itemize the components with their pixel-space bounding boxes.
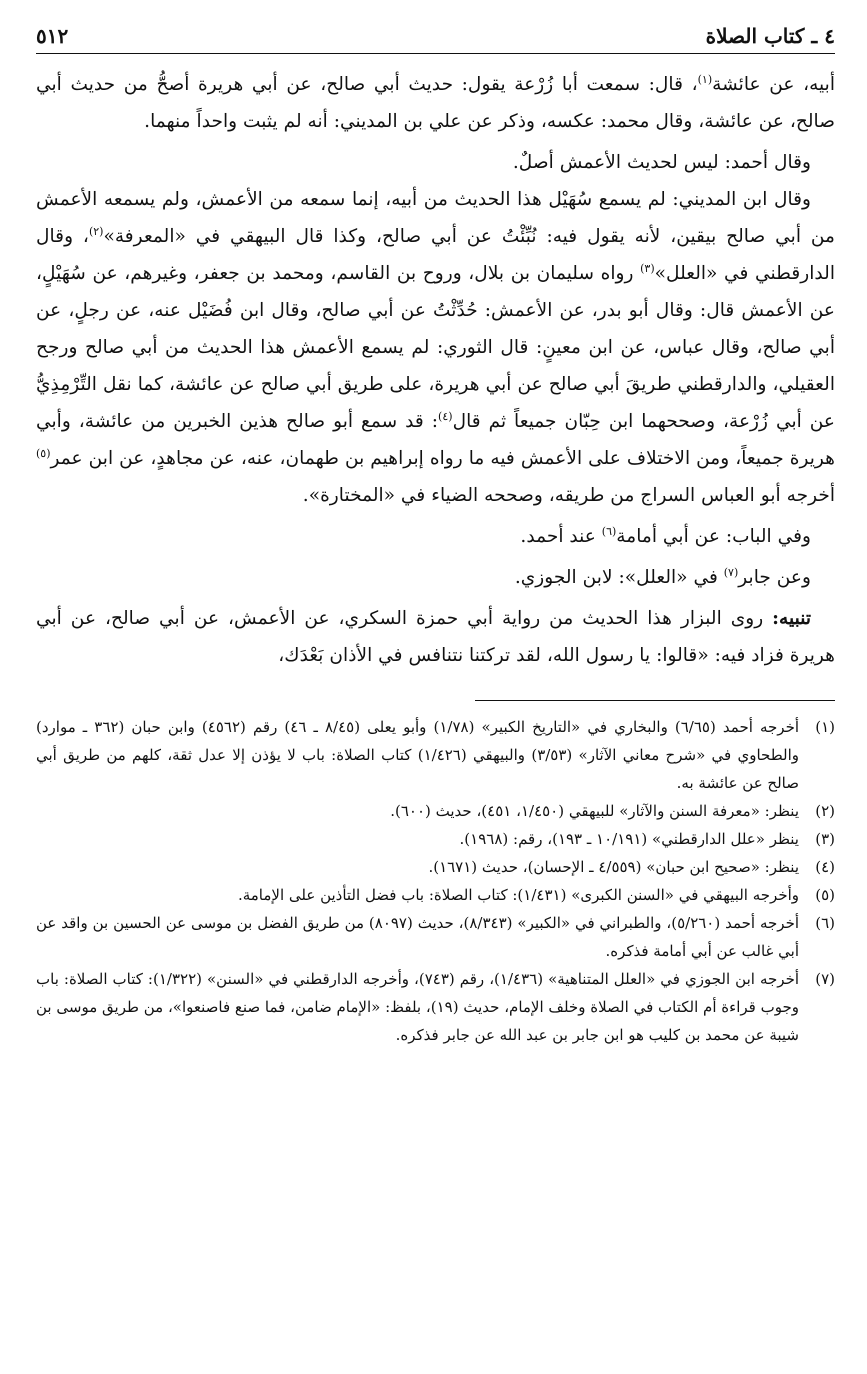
footnote-1: (١) أخرجه أحمد (٦/٦٥) والبخاري في «التاريخ الكبير» (١/٧٨) وأبو يعلى (٨/٤٥ ـ ٤٦) رقم (٤٥٦٢) وابن حبان (٣٦٢ ـ موارد) والطحاوي في «شرح معاني الآثار» (٣/٥٣) والبيهقي (١/٤٢٦) كتاب الصلاة: باب لا يؤذن إلا عدل ثقة، كلهم من طريق أبي صالح عن عائشة به. [36, 718, 835, 792]
paragraph-6-note: تنبيه: روى البزار هذا الحديث من رواية أبي حمزة السكري، عن الأعمش، عن أبي صالح، عن أبي هريرة فزاد فيه: «قالوا: يا رسول الله، لقد تركتنا نتنافس في الأذان بَعْدَك، [36, 608, 835, 666]
footnote-ref-4: (٤) [438, 409, 453, 423]
note-label: تنبيه: [772, 608, 811, 629]
paragraph-2: وقال أحمد: ليس لحديث الأعمش أصلٌ. [512, 152, 811, 173]
footnote-ref-7: (٧) [723, 565, 739, 579]
footnote-6: (٦) أخرجه أحمد (٥/٢٦٠)، والطبراني في «الكبير» (٨/٣٤٣)، حديث (٨٠٩٧) من طريق الفضل بن موسى عن الحسين بن واقد عن أبي غالب عن أبي أمامة فذكره. [36, 914, 835, 960]
paragraph-1: أبيه، عن عائشة$^{(١)}$، قال: سمعت أبا زُرْعة يقول: حديث أبي صالح، عن أبي هريرة أصحُّ من حديث أبي صالح، عن عائشة، وقال محمد: عكسه، وذكر عن علي بن المديني: أنه لم يثبت واحداً منهما. [36, 72, 835, 132]
footnote-ref-3: (٣) [640, 261, 655, 275]
footnote-5: (٥) وأخرجه البيهقي في «السنن الكبرى» (١/٤٣١): كتاب الصلاة: باب فضل التأذين على الإمامة. [237, 886, 835, 904]
footnote-3: (٣) ينظر «علل الدارقطني» (١٠/١٩١ ـ ١٩٣)، رقم: (١٩٦٨). [459, 830, 835, 848]
footnote-4: (٤) ينظر: «صحيح ابن حبان» (٤/٥٥٩ ـ الإحسان)، حديث (١٦٧١). [428, 858, 835, 876]
chapter-title: ٤ ـ كتاب الصلاة [705, 24, 835, 48]
footnote-ref-5: (٥) [36, 446, 51, 460]
footnote-2: (٢) ينظر: «معرفة السنن والآثار» للبيهقي (١/٤٥٠، ٤٥١)، حديث (٦٠٠). [390, 802, 835, 820]
footnote-ref-1: (١) [697, 72, 713, 86]
paragraph-3: وقال ابن المديني: لم يسمع سُهَيْل هذا الحديث من أبيه، إنما سمعه من الأعمش، ولم يسمعه الأعمش من أبي صالح بيقين، لأنه يقول فيه: نُبِّئْتُ عن أبي صالح، وكذا قال البيهقي في «المعرفة»$^{(٢)}$، وقال الدارقطني في «العلل»$^{(٣)}$ رواه سليمان بن بلال، وروح بن القاسم، ومحمد بن جعفر، وغيرهم، عن سُهَيْلٍ، عن الأعمش قال: وقال أبو بدر، عن الأعمش: حُدِّثْتُ عن أبي صالح، وقال ابن فُضَيْل عنه، عن رجلٍ، عن أبي صالح، وقال عباس، عن ابن معينٍ: قال الثوري: لم يسمع الأعمش هذا الحديث من أبي صالح ورجح العقيلي، والدارقطني طريقَ أبي صالح عن أبي هريرة، على طريق أبي صالح عن عائشة، كما نقل التِّرْمِذِيُّ عن أبي زُرْعة، وصححهما ابن حِبّان جميعاً ثم قال$^{(٤)}$: قد سمع أبو صالح هذين الخبرين من عائشة، وأبي هريرة جميعاً، ومن الاختلاف على الأعمش فيه ما رواه إبراهيم بن طهمان، عنه، عن مجاهدٍ، عن ابن عمر$^{(٥)}$ أخرجه أبو العباس السراج من طريقه، وصححه الضياء في «المختارة». [36, 189, 836, 506]
footnote-7: (٧) أخرجه ابن الجوزي في «العلل المتناهية» (١/٤٣٦)، رقم (٧٤٣)، وأخرجه الدارقطني في «السنن» (١/٣٢٢): كتاب الصلاة: باب وجوب قراءة أم الكتاب في الصلاة وخلف الإمام، حديث (١٩)، بلفظ: «الإمام ضامن، فما صنع فاصنعوا»، من طريق موسى بن شيبة عن محمد بن كليب هو ابن جابر بن عبد الله عن جابر فذكره. [36, 970, 835, 1044]
running-header [36, 22, 835, 48]
footnote-ref-2: (٢) [88, 224, 104, 238]
footnotes [36, 713, 835, 1049]
paragraph-5: وعن جابر$^{(٧)}$ في «العلل»: لابن الجوزي. [514, 565, 811, 588]
main-text [36, 66, 835, 674]
footnote-ref-6: (٦) [601, 524, 617, 538]
header-rule [36, 53, 835, 54]
page-number: ٥١٢ [36, 24, 69, 48]
footnote-separator [475, 700, 835, 701]
paragraph-4: وفي الباب: عن أبي أمامة$^{(٦)}$ عند أحمد. [520, 524, 811, 547]
